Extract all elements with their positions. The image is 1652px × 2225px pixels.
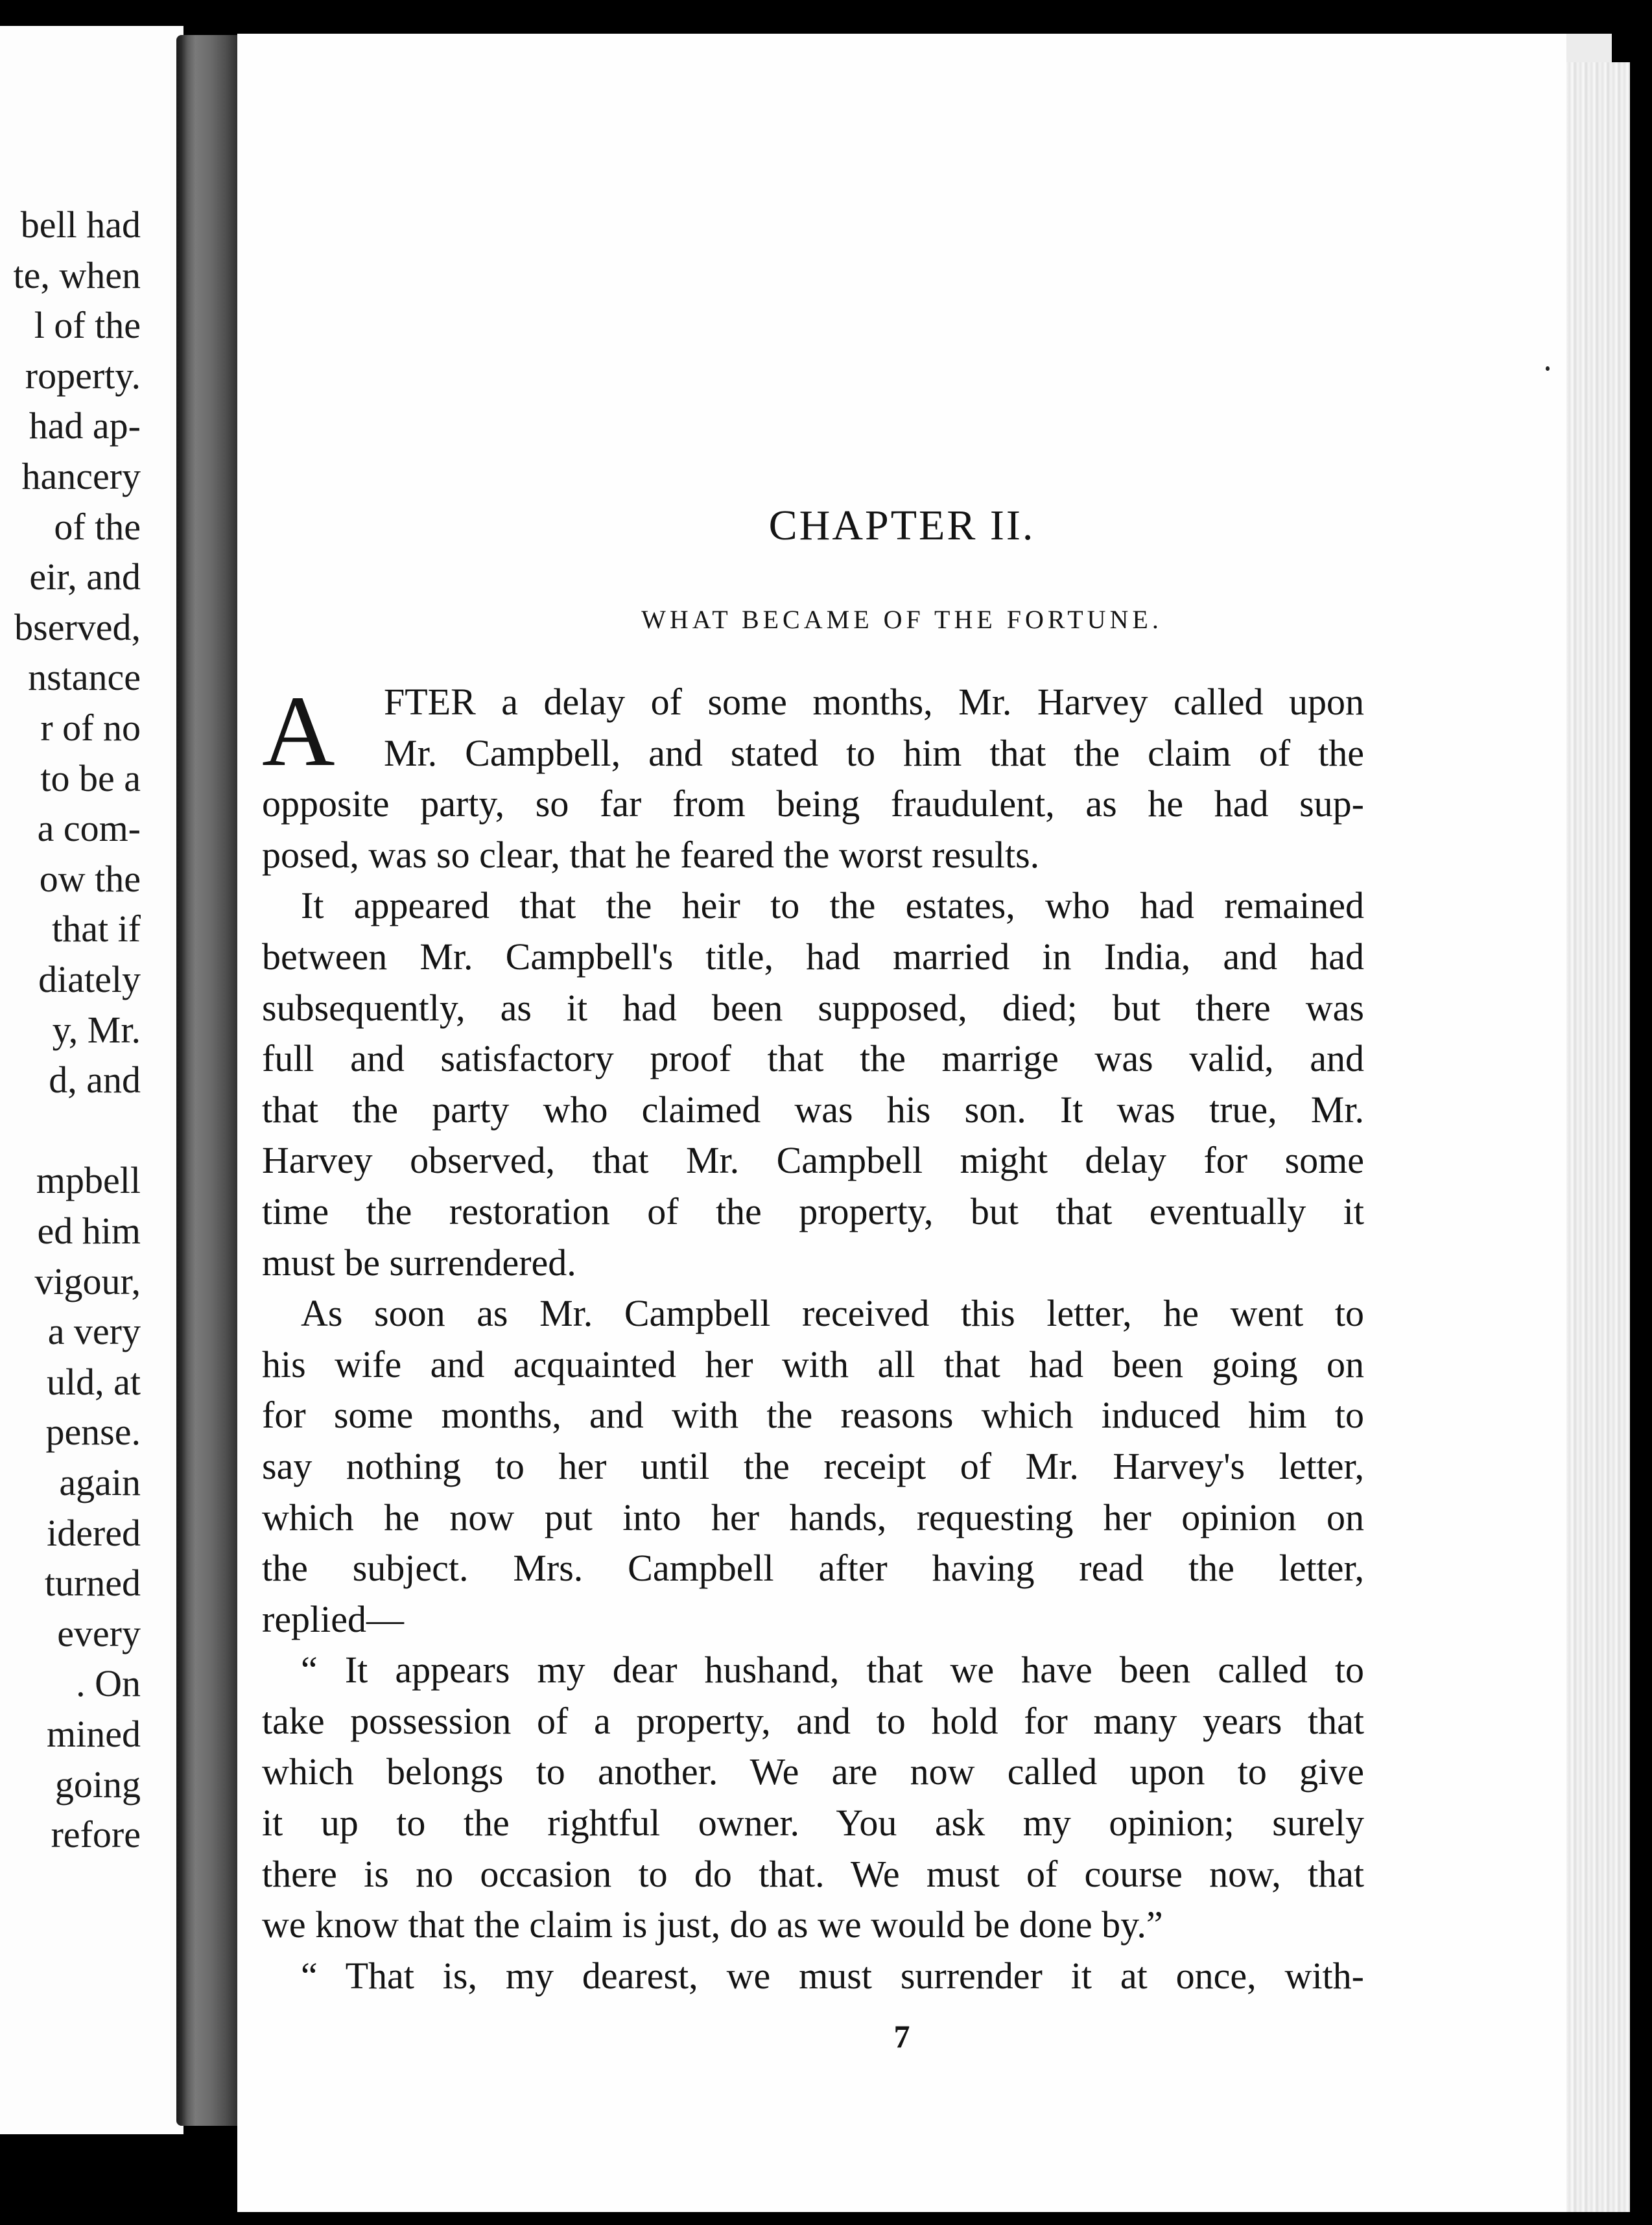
body-line: must be surrendered.: [262, 1241, 576, 1284]
left-page-fragment: that if: [52, 908, 141, 950]
body-line: time the restoration of the property, but that eventually it: [262, 1190, 1364, 1232]
left-page-fragment: r of no: [40, 707, 141, 749]
left-page-fragment: bell had: [20, 204, 141, 246]
chapter-title: CHAPTER II.: [768, 502, 1035, 549]
body-line: FTER a delay of some months, Mr. Harvey called upon: [384, 681, 1364, 723]
left-page-fragment: refore: [51, 1813, 141, 1856]
left-page-fragment: had ap-: [29, 405, 141, 447]
body-line: full and satisfactory proof that the marrige was valid, and: [262, 1037, 1364, 1080]
left-page-fragment: every: [57, 1612, 141, 1654]
left-page-fragment: bserved,: [14, 606, 141, 648]
left-page-fragment: ow the: [39, 857, 141, 900]
left-page-fragment: mined: [47, 1713, 141, 1755]
body-line: the subject. Mrs. Campbell after having read the letter,: [262, 1547, 1364, 1590]
body-line: Mr. Campbell, and stated to him that the claim of the: [384, 731, 1364, 774]
left-page-fragment: diately: [38, 958, 141, 1000]
left-page-fragment: hancery: [21, 455, 141, 497]
facing-page-left: [0, 26, 183, 2134]
body-line: that the party who claimed was his son. It was true, Mr.: [262, 1088, 1364, 1131]
page-number: 7: [893, 2018, 910, 2054]
left-page-fragment: of the: [54, 505, 141, 548]
body-line: his wife and acquainted her with all that had been going on: [262, 1343, 1364, 1385]
left-page-fragment: roperty.: [25, 354, 141, 397]
body-text: [262, 677, 1364, 2001]
page-edges: [1566, 62, 1630, 2212]
left-page-fragment: l of the: [34, 304, 141, 347]
body-line: which belongs to another. We are now called upon to give: [262, 1750, 1364, 1793]
body-line: “ That is, my dearest, we must surrender it at once, with-: [301, 1954, 1364, 1997]
body-line: for some months, and with the reasons which induced him to: [262, 1394, 1364, 1437]
left-page-fragment: y, Mr.: [52, 1008, 141, 1051]
drop-cap: A: [262, 675, 335, 787]
left-page-fragment: to be a: [40, 757, 141, 799]
ink-speck: [1546, 366, 1550, 371]
left-page-fragment: uld, at: [47, 1360, 141, 1403]
left-page-fragment: a com-: [37, 807, 141, 850]
left-page-fragment: vigour,: [34, 1260, 141, 1302]
body-line: it up to the rightful owner. You ask my opinion; surely: [262, 1802, 1364, 1844]
left-page-fragment: going: [54, 1763, 141, 1806]
left-page-fragment: nstance: [28, 656, 141, 699]
body-line: we know that the claim is just, do as we would be done by.”: [262, 1903, 1163, 1946]
body-line: replied—: [262, 1597, 405, 1640]
body-line: take possession of a property, and to hold for many years that: [262, 1699, 1364, 1742]
left-page-fragment: again: [59, 1461, 141, 1503]
body-line: opposite party, so far from being fraudulent, as he had sup-: [262, 783, 1364, 825]
left-page-fragment: idered: [47, 1511, 141, 1554]
left-page-fragment: ed him: [37, 1210, 141, 1252]
body-line: say nothing to her until the receipt of Mr. Harvey's letter,: [262, 1444, 1364, 1487]
left-page-fragment: eir, and: [29, 556, 141, 598]
body-line: “ It appears my dear hushand, that we have been called to: [301, 1649, 1364, 1691]
body-line: there is no occasion to do that. We must of course now, that: [262, 1852, 1364, 1895]
chapter-subtitle: WHAT BECAME OF THE FORTUNE.: [641, 605, 1162, 634]
page-edges-top: [1566, 34, 1612, 64]
book-gutter: [176, 35, 240, 2126]
left-page-fragment: te, when: [13, 253, 141, 296]
body-line: which he now put into her hands, requesting her opinion on: [262, 1496, 1364, 1538]
left-page-fragment: pense.: [45, 1411, 141, 1454]
body-line: subsequently, as it had been supposed, died; but there was: [262, 986, 1364, 1029]
left-page-fragment: mpbell: [36, 1159, 141, 1202]
left-page-fragment: turned: [44, 1562, 141, 1605]
left-page-fragment: d, and: [49, 1059, 141, 1101]
body-line: between Mr. Campbell's title, had married in India, and had: [262, 935, 1364, 978]
body-line: As soon as Mr. Campbell received this letter, he went to: [301, 1292, 1364, 1335]
body-line: It appeared that the heir to the estates, who had remained: [301, 884, 1364, 927]
left-page-fragment: . On: [76, 1662, 141, 1705]
body-line: Harvey observed, that Mr. Campbell might delay for some: [262, 1139, 1364, 1182]
left-page-fragment: a very: [47, 1310, 141, 1353]
body-line: posed, was so clear, that he feared the worst results.: [262, 833, 1040, 876]
